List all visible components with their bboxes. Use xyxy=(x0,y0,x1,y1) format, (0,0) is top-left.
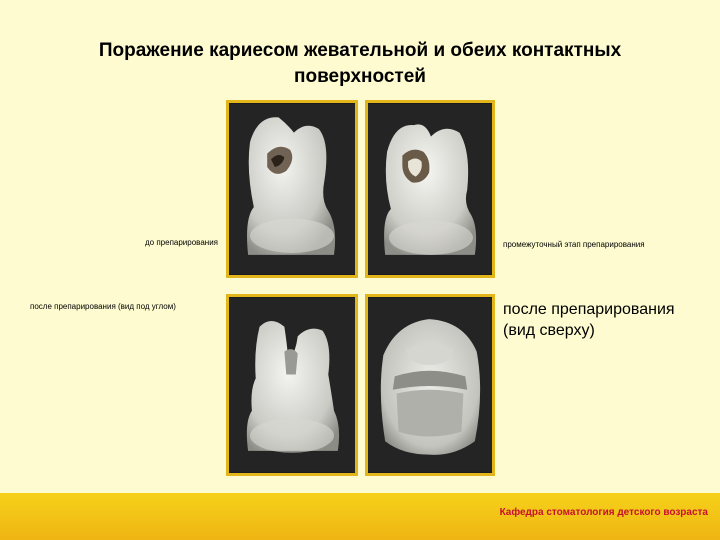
tooth-before-illustration xyxy=(229,103,355,275)
tooth-after-top-illustration xyxy=(368,297,492,473)
caption-after-angle: после препарирования (вид под углом) xyxy=(30,302,176,311)
footer-bar xyxy=(0,493,720,540)
tooth-photo-before xyxy=(226,100,358,278)
tooth-after-angle-illustration xyxy=(229,297,355,473)
tooth-photo-after-angle xyxy=(226,294,358,476)
caption-intermediate: промежуточный этап препарирования xyxy=(503,240,645,249)
tooth-photo-after-top xyxy=(365,294,495,476)
slide-title: Поражение кариесом жевательной и обеих контактных поверхностей xyxy=(98,40,622,87)
caption-after-top: после препарирования (вид сверху) xyxy=(503,301,675,339)
tooth-photo-intermediate xyxy=(365,100,495,278)
footer-department: Кафедра стоматология детского возраста xyxy=(499,507,708,518)
caption-before: до препарирования xyxy=(145,238,218,247)
tooth-intermediate-illustration xyxy=(368,103,492,275)
